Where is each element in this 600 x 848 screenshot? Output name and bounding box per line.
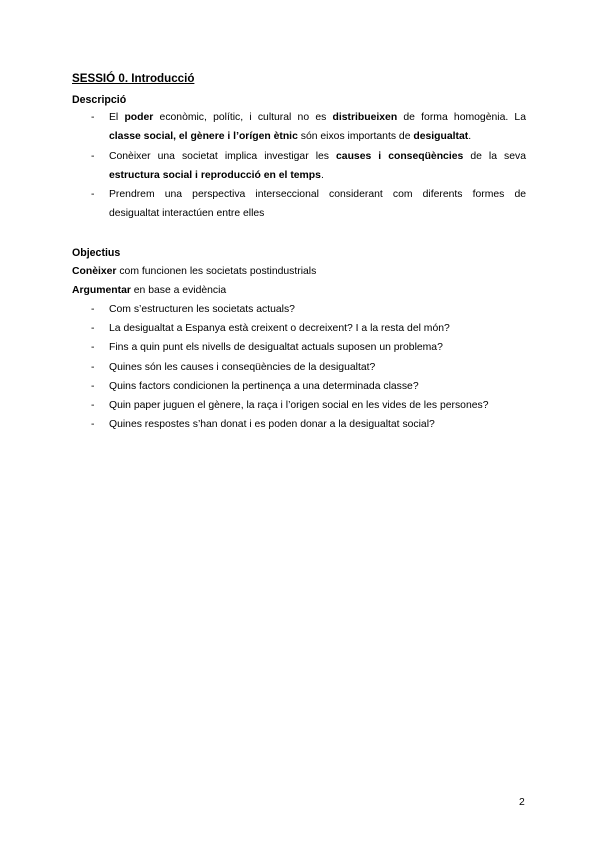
bullet-dash: -	[91, 361, 95, 373]
descripcio-item-2	[109, 147, 526, 185]
item-line	[109, 166, 526, 185]
text-segment: .	[320, 170, 324, 181]
item-line	[109, 204, 526, 223]
bullet-dash: -	[91, 342, 95, 354]
objectius-heading: Objectius	[72, 247, 121, 259]
bold-text: desigualtat	[413, 131, 469, 142]
item-line	[109, 108, 526, 127]
bold-text: distribueixen	[332, 112, 398, 123]
bullet-dash: -	[91, 380, 95, 392]
bold-text: estructura social i reproducció en el temps	[109, 170, 321, 181]
question-item: Quines són les causes i conseqüències de la desigualtat?	[109, 361, 376, 373]
bullet-dash: -	[91, 400, 95, 411]
question-item: Quines respostes s’han donat i es poden donar a la desigualtat social?	[109, 419, 435, 431]
bold-text: causes i conseqüències	[336, 151, 464, 162]
bullet-dash: -	[91, 304, 95, 315]
bullet-dash: -	[91, 323, 95, 335]
text-segment: econòmic, polític, i cultural no es	[153, 112, 333, 123]
bold-text: classe social, el gènere i l’orígen ètnic	[109, 131, 298, 142]
question-item: Fins a quin punt els nivells de desigualtat actuals suposen un problema?	[109, 342, 443, 354]
item-line	[109, 127, 526, 146]
text-segment: són eixos importants de	[297, 131, 414, 142]
page-number: 2	[519, 797, 525, 808]
bullet-dash: -	[91, 151, 95, 162]
text-segment: Prendrem una perspectiva interseccional considerant com diferents formes de	[109, 189, 526, 200]
question-item: Quins factors condicionen la pertinença a una determinada classe?	[109, 380, 419, 392]
objectiu-coneixer-verb: Conèixer	[72, 266, 117, 277]
question-item: Quin paper juguen el gènere, la raça i l’origen social en les vides de les persones?	[109, 400, 489, 411]
text-segment: desigualtat interactúen entre elles	[109, 208, 265, 219]
session-title: SESSIÓ 0. Introducció	[72, 72, 195, 85]
descripcio-heading: Descripció	[72, 94, 127, 106]
objectiu-coneixer	[72, 266, 316, 277]
objectiu-coneixer-text: com funcionen les societats postindustrials	[116, 266, 317, 277]
item-line	[109, 185, 526, 204]
text-segment: de la seva	[463, 151, 526, 162]
objectiu-argumentar-text: en base a evidència	[130, 285, 227, 296]
text-segment: El	[109, 112, 125, 123]
descripcio-item-1	[109, 108, 526, 146]
question-item: Com s’estructuren les societats actuals?	[109, 304, 295, 315]
bullet-dash: -	[91, 189, 95, 200]
text-segment: de forma homogènia. La	[397, 112, 526, 123]
objectiu-argumentar	[72, 285, 226, 296]
bullet-dash: -	[91, 419, 95, 431]
objectiu-argumentar-verb: Argumentar	[72, 285, 131, 296]
text-segment: .	[468, 131, 472, 142]
descripcio-item-3	[109, 185, 526, 223]
question-item: La desigualtat a Espanya està creixent o decreixent? I a la resta del món?	[109, 323, 450, 335]
item-line	[109, 147, 526, 166]
bold-text: poder	[124, 112, 154, 123]
text-segment: Conèixer una societat implica investigar les	[109, 151, 337, 162]
bullet-dash: -	[91, 112, 95, 123]
